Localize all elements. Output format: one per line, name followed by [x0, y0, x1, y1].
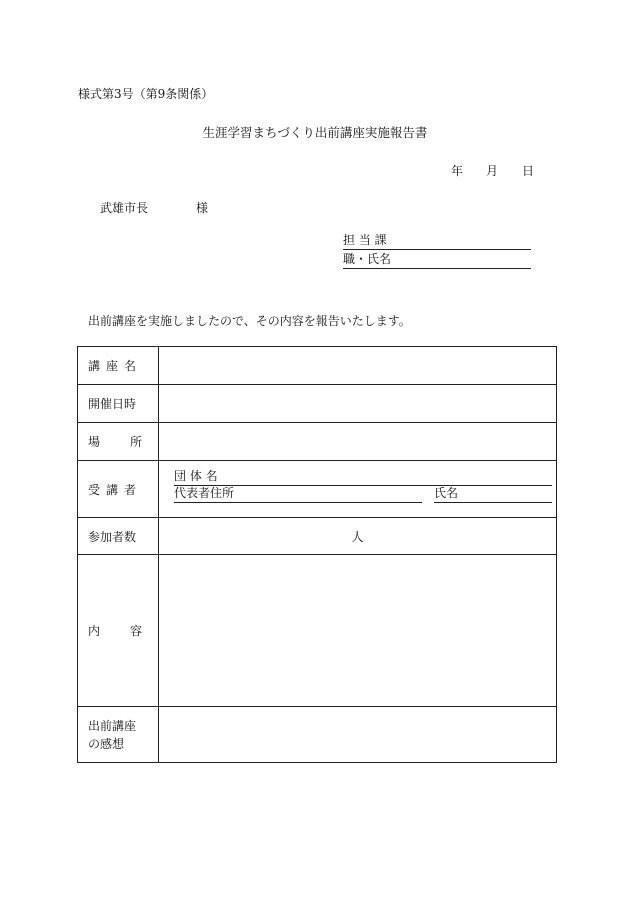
department-label: 担 当 課: [343, 233, 387, 247]
date-year: 年: [451, 164, 464, 178]
impressions-label: 出前講座の感想: [78, 707, 159, 763]
course-name-label: 講座名: [78, 347, 159, 385]
date-time-label: 開催日時: [78, 385, 159, 423]
content-label: [78, 555, 159, 707]
table-row: [78, 423, 557, 461]
representative-address-field[interactable]: [174, 488, 422, 503]
form-number: 様式第3号（第9条関係）: [78, 87, 214, 101]
date-month: 月: [486, 164, 499, 178]
content-label-text: 内 容: [88, 624, 142, 638]
course-name-cell[interactable]: [159, 347, 557, 385]
place-cell[interactable]: [159, 423, 557, 461]
table-row: [78, 385, 557, 423]
impressions-cell[interactable]: [159, 707, 557, 763]
representative-name-label: 氏名: [434, 486, 459, 500]
department-field[interactable]: [343, 234, 531, 250]
table-row: [78, 347, 557, 385]
place-label-text: 場 所: [88, 435, 142, 449]
report-table: [77, 346, 557, 763]
group-name-label: 団 体 名: [174, 469, 218, 483]
table-row: [78, 707, 557, 763]
intro-text: 出前講座を実施しましたので、その内容を報告いたします。: [88, 314, 411, 328]
content-cell[interactable]: [159, 555, 557, 707]
attendees-cell: [159, 461, 557, 518]
date-day: 日: [522, 164, 535, 178]
date-time-cell[interactable]: [159, 385, 557, 423]
participant-count-cell[interactable]: [159, 518, 557, 555]
table-row: [78, 555, 557, 707]
table-row: [78, 461, 557, 518]
representative-address-label: 代表者住所: [174, 486, 235, 500]
attendees-label: 受講者: [78, 461, 159, 518]
addressee-honorific: 様: [196, 201, 209, 215]
addressee: [100, 199, 209, 216]
participant-count-label: 参加者数: [78, 518, 159, 555]
position-name-label: 職・氏名: [343, 252, 392, 266]
table-row: [78, 518, 557, 555]
count-unit: 人: [351, 529, 364, 544]
place-label: [78, 423, 159, 461]
document-title: 生涯学習まちづくり出前講座実施報告書: [202, 125, 428, 140]
representative-name-field[interactable]: [434, 488, 552, 503]
position-name-field[interactable]: [343, 253, 531, 269]
addressee-name: 武雄市長: [100, 201, 149, 215]
